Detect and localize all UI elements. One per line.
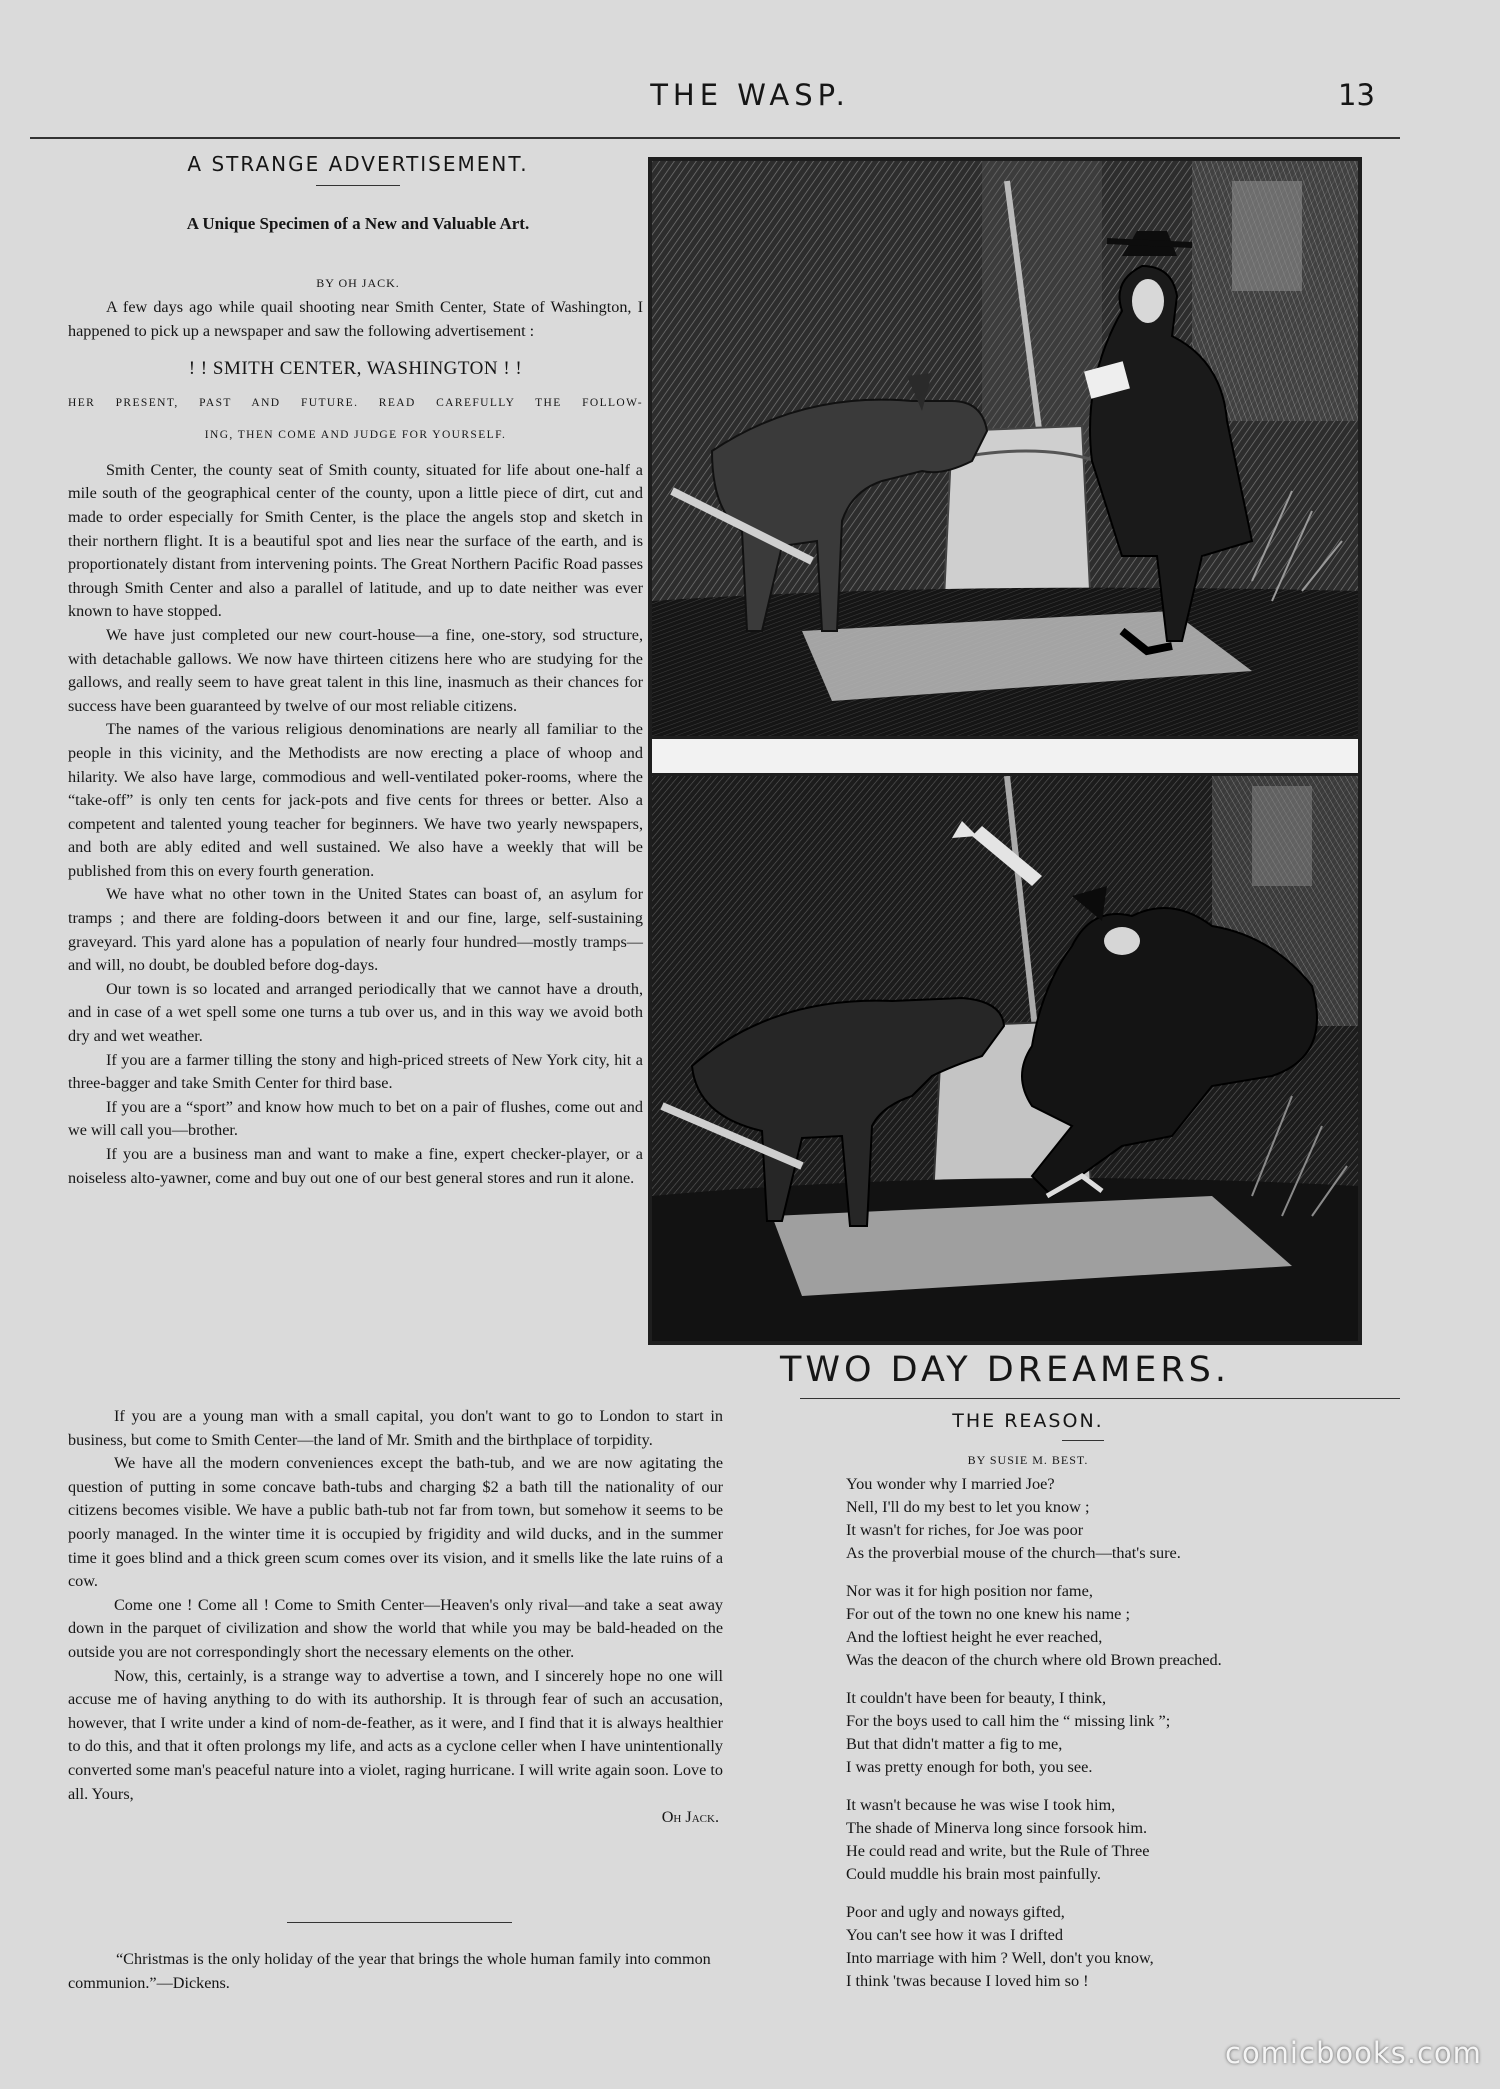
illustration-panel-top: [652, 161, 1358, 736]
poem-stanza: [846, 1686, 1366, 1778]
paragraph: Now, this, certainly, is a strange way to advertise a town, and I sincerely hope no one will accuse me of having anything to do with its authorship. It is through fear of such an accusation, however, that I write under a kind of nom-de-feather, as it were, and I find that it is always healthier to do this, and that it often prolongs my life, and acts as a cyclone celler when I have unintentionally converted some man's peaceful nature into a violet, raging hurricane. I will write again soon. Love to all. Yours,: [68, 1666, 723, 1803]
illustration-divider: [652, 739, 1358, 773]
poem-line: The shade of Minerva long since forsook him.: [846, 1818, 1148, 1837]
poem-line: You wonder why I married Joe?: [846, 1474, 1055, 1493]
poem-line: I was pretty enough for both, you see.: [846, 1757, 1093, 1776]
poem-line: It couldn't have been for beauty, I think,: [846, 1688, 1107, 1707]
poem-line: Poor and ugly and noways gifted,: [846, 1902, 1065, 1921]
page-number: 13: [1338, 78, 1375, 112]
paragraph: The names of the various religious denominations are nearly all familiar to the people in this vicinity, and the Methodists are now erecting a place of whoop and hilarity. We also have large, commodious and well-ventilated poker-rooms, where the “take-off” is only ten cents for jack-pots and five cents for threes or better. Also a competent and talented young teacher for beginners. We have two yearly newspapers, and both are ably edited and well sustained. We also have a weekly that will be published from this on every fourth generation.: [68, 720, 643, 880]
paragraph: Come one ! Come all ! Come to Smith Center—Heaven's only rival—and take a seat away down in the parquet of civilization and show the world that while you may be bald-headed on the outside you are not correspondingly short the necessary elements on the other.: [68, 1595, 723, 1661]
poem-line: He could read and write, but the Rule of Three: [846, 1841, 1150, 1860]
illustration-panel-bottom: [652, 776, 1358, 1341]
poem-stanza: [846, 1472, 1366, 1564]
poem-line: Nor was it for high position nor fame,: [846, 1581, 1093, 1600]
poem-line: You can't see how it was I drifted: [846, 1925, 1063, 1944]
poem-line: For the boys used to call him the “ missing link ”;: [846, 1711, 1171, 1730]
ad-subheading-line-2: ING, THEN COME AND JUDGE FOR YOURSELF.: [204, 428, 507, 441]
header-rule: [30, 137, 1400, 139]
poem-line: For out of the town no one knew his name ;: [846, 1604, 1130, 1623]
paragraph: Smith Center, the county seat of Smith county, situated for life about one-half a mile south of the geographical center of the county, upon a little piece of dirt, cut and made to order especially for Smith Center, is the place the angels stop and sketch in their northern flight. It is a beautiful spot and lies near the surface of the earth, and is proportionately distant from intervening points. The Great Northern Pacific Road passes through Smith Center and also a parallel of latitude, and up to date neither was ever known to have stopped.: [68, 460, 643, 621]
paragraph: If you are a “sport” and know how much to bet on a pair of flushes, come out and we will call you—brother.: [68, 1097, 643, 1140]
paragraph: If you are a farmer tilling the stony and high-priced streets of New York city, hit a three-bagger and take Smith Center for third base.: [68, 1050, 643, 1093]
article-subtitle: A Unique Specimen of a New and Valuable Art.: [186, 214, 530, 233]
article-wide-column: [68, 1405, 723, 1830]
article-intro: A few days ago while quail shooting near Smith Center, State of Washington, I happened to pick up a newspaper and saw the following advertisement :: [68, 298, 643, 340]
poem-title-underline: [1062, 1440, 1104, 1441]
illustration-frame: [648, 157, 1362, 1345]
article-narrow-column: [68, 296, 643, 1190]
poem-line: It wasn't for riches, for Joe was poor: [846, 1520, 1084, 1539]
illustration-caption: TWO DAY DREAMERS.: [779, 1350, 1231, 1390]
article-signature: Oh Jack.: [661, 1808, 719, 1827]
dickens-quote: “Christmas is the only holiday of the year that brings the whole human family into common communion.”—Dickens.: [68, 1950, 711, 1992]
paragraph: We have just completed our new court-house—a fine, one-story, sod structure, with detachable gallows. We now have thirteen citizens here who are studying for the gallows, and really seem to have great talent in this line, inasmuch as their chances for success have been guaranteed by twelve of our most reliable citizens.: [68, 625, 643, 715]
site-watermark: comicbooks.com: [1225, 2036, 1482, 2070]
poem-line: Into marriage with him ? Well, don't you know,: [846, 1948, 1154, 1967]
donkey-and-reader-engraving: [652, 161, 1358, 736]
poem-stanza: [846, 1579, 1366, 1671]
poem-line: I think 'twas because I loved him so !: [846, 1971, 1089, 1990]
paragraph: We have what no other town in the United States can boast of, an asylum for tramps ; and there are folding-doors between it and our fine, large, self-sustaining graveyard. This yard alone has a population of nearly four hundred—mostly tramps—and will, no doubt, be doubled before dog-days.: [68, 885, 643, 975]
title-underline: [316, 185, 400, 186]
poem-line: But that didn't matter a fig to me,: [846, 1734, 1063, 1753]
ad-subheading-line-1: HER PRESENT, PAST AND FUTURE. READ CAREFULLY THE FOLLOW-: [68, 396, 643, 409]
article-title: A STRANGE ADVERTISEMENT.: [187, 152, 529, 176]
paragraph: If you are a business man and want to make a fine, expert checker-player, or a noiseless alto-yawner, come and buy out one of our best general stores and run it alone.: [68, 1145, 643, 1187]
donkey-bites-reader-engraving: [652, 776, 1358, 1341]
masthead-title: THE WASP.: [650, 78, 850, 112]
paragraph: We have all the modern conveniences except the bath-tub, and we are now agitating the question of putting in some concave bath-tubs and charging $2 a bath till the nationality of our citizens becomes visible. We have a public bath-tub not far from town, but somehow it seems to be poorly managed. In the winter time it is occupied by frigidity and wild ducks, and in the summer time it goes blind and a thick green scum comes over its vision, and it smells like the late ruins of a cow.: [68, 1454, 723, 1591]
poem-line: Nell, I'll do my best to let you know ;: [846, 1497, 1090, 1516]
poem-line: It wasn't because he was wise I took him,: [846, 1795, 1116, 1814]
poem-stanza: [846, 1793, 1366, 1885]
paragraph: Our town is so located and arranged periodically that we cannot have a drouth, and in case of a wet spell some one turns a tub over us, and in this way we avoid both dry and wet weather.: [68, 979, 643, 1046]
section-rule: [800, 1398, 1400, 1399]
poem-line: And the loftiest height he ever reached,: [846, 1627, 1103, 1646]
signature-rule: [287, 1922, 512, 1923]
poem-body: [846, 1472, 1366, 2007]
article-byline: BY OH JACK.: [316, 276, 400, 290]
poem-line: Was the deacon of the church where old Brown preached.: [846, 1650, 1222, 1669]
paragraph: If you are a young man with a small capital, you don't want to go to London to start in business, but come to Smith Center—the land of Mr. Smith and the birthplace of torpidity.: [68, 1407, 723, 1449]
poem-stanza: [846, 1900, 1366, 1992]
poem-title: THE REASON.: [952, 1410, 1104, 1432]
poem-line: As the proverbial mouse of the church—that's sure.: [846, 1543, 1181, 1562]
ad-heading: ! ! SMITH CENTER, WASHINGTON ! !: [188, 358, 523, 380]
poem-line: Could muddle his brain most painfully.: [846, 1864, 1101, 1883]
poem-byline: BY SUSIE M. BEST.: [967, 1453, 1089, 1467]
